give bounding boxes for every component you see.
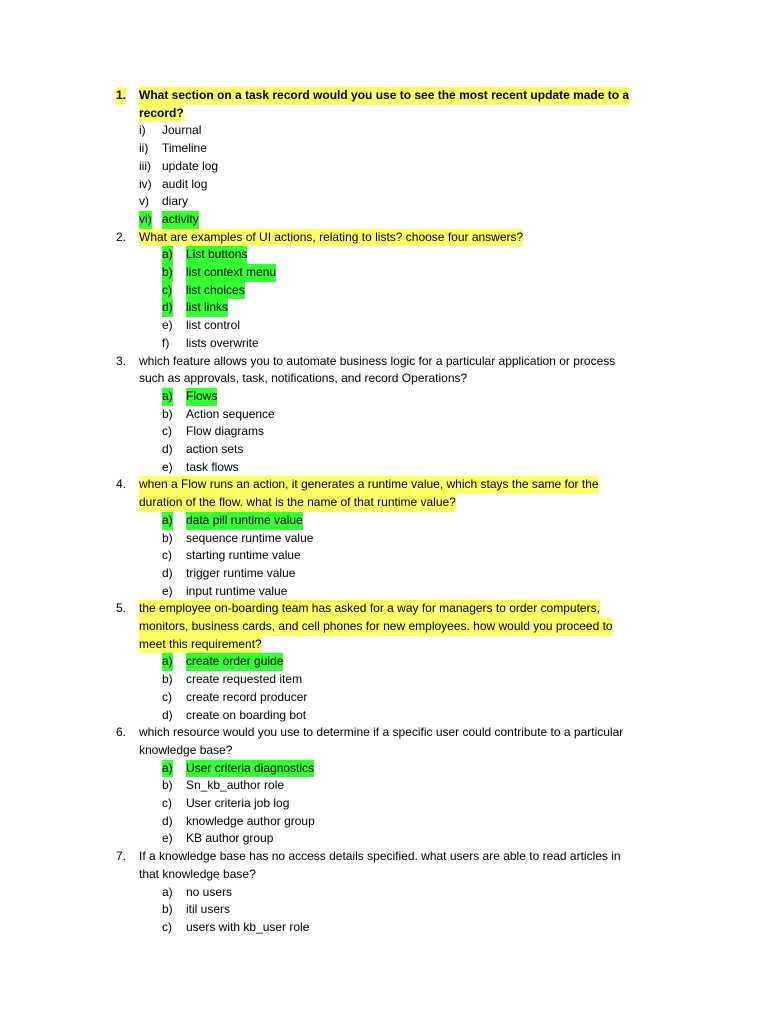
- option-label: b): [162, 778, 173, 793]
- question-text: duration of the flow. what is the name of that runtime value?: [139, 494, 456, 512]
- option-label: a): [162, 512, 173, 530]
- question-text: which feature allows you to automate business logic for a particular application or process: [139, 353, 616, 368]
- option-text: create order guide: [186, 653, 283, 671]
- option-label: f): [162, 335, 170, 350]
- option-text: create record producer: [186, 689, 308, 704]
- option-label: c): [162, 689, 172, 704]
- option-label: b): [162, 264, 173, 282]
- option-text: Action sequence: [186, 406, 275, 421]
- question-text: knowledge base?: [139, 742, 233, 757]
- option-label: a): [162, 760, 173, 778]
- option-text: User criteria job log: [186, 796, 290, 810]
- option-label: v): [139, 194, 149, 209]
- option-label: d): [162, 707, 173, 722]
- option-label: i): [139, 123, 146, 138]
- option-label: vi): [139, 211, 152, 229]
- question-number: 6.: [116, 725, 127, 740]
- option-text: data pill runtime value: [186, 512, 303, 530]
- option-label: a): [162, 388, 173, 406]
- option-text: itil users: [186, 902, 231, 917]
- option-label: b): [162, 530, 173, 545]
- option-label: d): [162, 565, 173, 580]
- option-label: b): [162, 672, 173, 687]
- option-text: trigger runtime value: [186, 565, 296, 580]
- option-text: lists overwrite: [186, 335, 259, 350]
- option-label: d): [162, 299, 173, 317]
- question-text: the employee on-boarding team has asked for a way for managers to order computers,: [139, 600, 600, 618]
- option-label: iv): [139, 176, 152, 191]
- option-text: no users: [186, 884, 233, 899]
- option-text: List buttons: [186, 246, 247, 264]
- option-text: KB author group: [186, 831, 274, 846]
- option-text: diary: [162, 194, 189, 209]
- option-text: create requested item: [186, 672, 303, 687]
- option-label: c): [162, 548, 172, 563]
- option-label: e): [162, 583, 173, 598]
- option-label: a): [162, 246, 173, 264]
- option-label: a): [162, 653, 173, 671]
- question-text: If a knowledge base has no access details specified. what users are able to read articles in: [139, 849, 621, 864]
- question-number: 3.: [116, 353, 127, 368]
- option-label: e): [162, 831, 173, 846]
- option-text: sequence runtime value: [186, 530, 314, 545]
- option-label: d): [162, 813, 173, 828]
- option-label: e): [162, 459, 173, 474]
- question-text: which resource would you use to determine if a specific user could contribute to a particular: [139, 725, 624, 740]
- option-label: d): [162, 442, 173, 456]
- option-label: b): [162, 406, 173, 421]
- question-number: 5.: [116, 601, 127, 616]
- question-number: 7.: [116, 849, 127, 864]
- option-text: Timeline: [162, 141, 207, 156]
- option-text: list control: [186, 318, 241, 333]
- option-label: ii): [139, 141, 149, 156]
- option-text: starting runtime value: [186, 548, 301, 563]
- option-label: e): [162, 318, 173, 333]
- option-label: a): [162, 884, 173, 899]
- option-label: c): [162, 282, 172, 300]
- option-text: list context menu: [186, 264, 276, 282]
- option-text: list choices: [186, 282, 245, 300]
- option-text: audit log: [162, 176, 208, 191]
- option-text: Journal: [162, 123, 202, 138]
- question-number: 4.: [116, 477, 127, 492]
- option-text: input runtime value: [186, 583, 288, 598]
- option-label: c): [162, 424, 172, 439]
- option-text: task flows: [186, 459, 239, 474]
- option-text: Flows: [186, 388, 217, 406]
- option-label: c): [162, 796, 172, 810]
- question-text: What section on a task record would you use to see the most recent update made to a: [139, 87, 629, 105]
- option-label: b): [162, 902, 173, 917]
- option-text: action sets: [186, 442, 244, 456]
- question-text: monitors, business cards, and cell phones for new employees. how would you proceed to: [139, 618, 613, 636]
- option-text: User criteria diagnostics: [186, 760, 314, 778]
- option-text: update log: [162, 158, 219, 173]
- question-text: record?: [139, 105, 184, 123]
- question-text: when a Flow runs an action, it generates a runtime value, which stays the same for the: [139, 476, 599, 494]
- question-number: 1.: [116, 87, 126, 105]
- option-text: activity: [162, 211, 199, 229]
- option-label: c): [162, 919, 172, 934]
- option-text: knowledge author group: [186, 813, 315, 828]
- question-text: What are examples of UI actions, relating to lists? choose four answers?: [139, 229, 523, 247]
- option-text: create on boarding bot: [186, 707, 307, 722]
- question-number: 2.: [116, 229, 127, 244]
- question-text: that knowledge base?: [139, 866, 256, 881]
- option-text: Flow diagrams: [186, 424, 265, 439]
- option-text: list links: [186, 299, 228, 317]
- question-text: such as approvals, task, notifications, and record Operations?: [139, 371, 468, 386]
- option-label: iii): [139, 158, 151, 173]
- option-text: users with kb_user role: [186, 919, 310, 934]
- option-text: Sn_kb_author role: [186, 778, 285, 793]
- question-text: meet this requirement?: [139, 636, 262, 654]
